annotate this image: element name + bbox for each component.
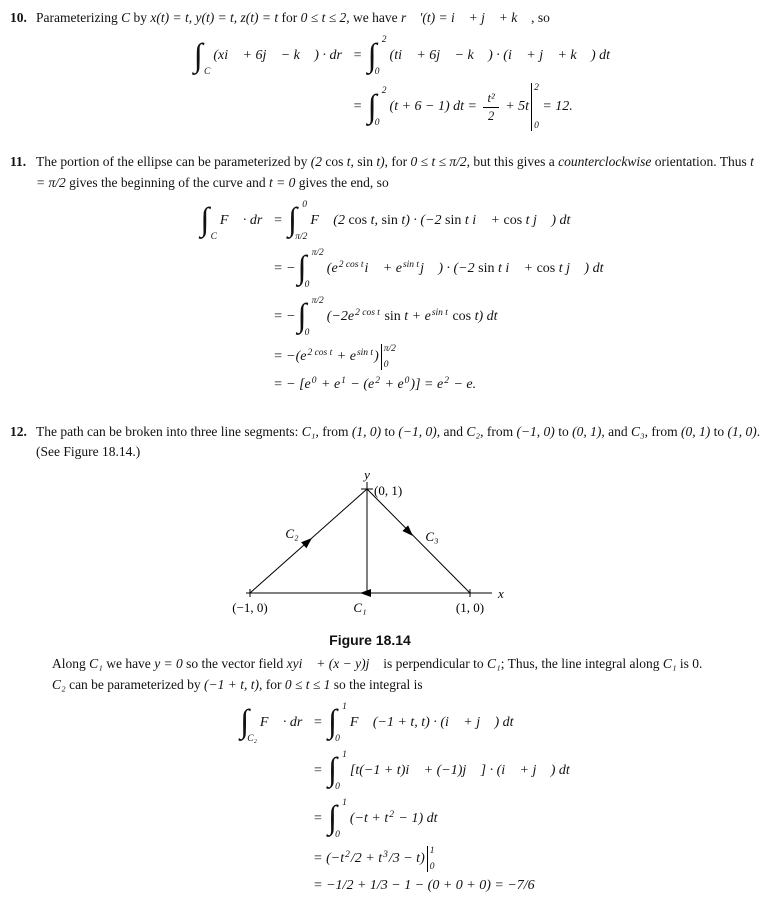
integral-sign: ∫ 0 π/2: [288, 199, 308, 242]
math-text: = (−t: [313, 850, 345, 866]
math-text: (−2e: [326, 308, 355, 324]
math-text: t = 0: [268, 174, 296, 190]
superscript: 2: [444, 375, 449, 386]
math-text: t + e: [400, 308, 431, 324]
math-text: F⃗ (2: [310, 212, 349, 228]
problem-12-statement: [36, 422, 766, 463]
math-text: C₁: [662, 656, 677, 672]
superscript: 0: [404, 375, 410, 386]
equation-rhs: [273, 293, 603, 341]
text: can be parameterized by: [65, 676, 204, 692]
text: sin: [445, 212, 462, 228]
integral-sign: ∫ π/2 0: [297, 295, 324, 338]
math-text: )] = e: [410, 376, 444, 392]
text: , we have: [346, 10, 401, 25]
text: , from: [480, 423, 517, 439]
equation-lhs: [198, 197, 273, 245]
equation-table: [192, 32, 610, 134]
equation-rhs: [273, 373, 603, 396]
equation-line: [198, 197, 603, 245]
math-text: y = 0: [154, 656, 183, 672]
integral-sign: ∫ 2 0: [367, 86, 387, 129]
math-text: C₁: [487, 656, 501, 672]
equation-lhs: [198, 341, 273, 373]
equation-line: [198, 293, 603, 341]
superscript: 1: [341, 375, 346, 386]
superscript: 2 cos t: [307, 347, 333, 358]
math-text: + e: [333, 348, 356, 364]
figure-caption: Figure 18.14: [329, 632, 411, 649]
text: by: [130, 10, 151, 25]
math-text: =: [313, 810, 327, 826]
segment-c3-line: [367, 489, 470, 593]
equation-table: [238, 699, 570, 897]
superscript: 3: [383, 849, 388, 860]
math-text: i⃗ + e: [364, 260, 402, 276]
superscript: 2: [389, 809, 394, 820]
equation-rhs: [273, 197, 603, 245]
fraction: $\frac{\text{t²}}{2}$: [483, 91, 498, 123]
text: sin: [478, 260, 495, 276]
text: we have: [102, 656, 155, 672]
text: cos: [503, 212, 523, 228]
math-text: =: [273, 212, 287, 228]
text: to: [554, 423, 573, 439]
equation-lhs: [238, 843, 313, 875]
text: ; Thus, the line integral along: [500, 656, 663, 672]
problem-12-discussion: [28, 654, 780, 897]
math-text: t = π/2: [36, 154, 754, 190]
superscript: 2 cos t: [355, 307, 380, 318]
vertex-1-0-label: (1, 0): [455, 600, 485, 616]
arrow-c1: [360, 589, 371, 597]
math-text: xyi⃗ + (x − y)j⃗: [286, 656, 380, 672]
superscript: 2: [375, 375, 380, 386]
evaluation-bar: 2 0: [531, 83, 539, 131]
equation-rhs: [353, 80, 610, 134]
triangle-path-diagram: [210, 468, 530, 620]
integral-sign: ∫ π/2 0: [297, 247, 324, 290]
math-text: = −: [273, 308, 296, 324]
math-text: 0 ≤ t ≤ 2: [300, 10, 347, 25]
text: sin: [357, 154, 374, 170]
equation-rhs: [313, 875, 570, 897]
superscript: 2 cos t: [338, 259, 364, 270]
math-text: ): [374, 348, 379, 364]
math-text: C₁: [301, 423, 316, 439]
math-text: t i⃗ +: [494, 260, 537, 276]
text: . (See Figure 18.14.): [36, 423, 761, 459]
superscript: 2: [345, 849, 350, 860]
integral-sign: ∫ C: [193, 37, 211, 78]
problem-12-number: 12.: [10, 423, 27, 439]
text: , so: [527, 10, 550, 25]
math-text: =: [352, 48, 366, 64]
equation-rhs: [313, 795, 570, 843]
equation-rhs: [273, 245, 603, 293]
math-text: =: [313, 714, 327, 730]
equation-line: [238, 843, 570, 875]
equation-lhs: [192, 80, 353, 134]
math-text: (e: [326, 260, 338, 276]
equation-lhs: [192, 32, 353, 80]
math-text: (ti⃗ + 6j⃗ − k⃗ ) · (i⃗ + j⃗ + k⃗ ) dt: [389, 48, 611, 64]
math-text: j⃗ ) · (−2: [420, 260, 479, 276]
math-text: /2 + t: [350, 850, 383, 866]
c2-label: C₂: [285, 526, 299, 542]
c2-parameterization: [28, 675, 780, 695]
equation-lhs: [238, 795, 313, 843]
problem-12: [0, 422, 780, 463]
vertex-minus1-0-label: (−1, 0): [232, 600, 268, 616]
text: is 0.: [676, 656, 703, 672]
text: , for: [258, 676, 285, 692]
text: to: [381, 423, 399, 439]
text: gives the beginning of the curve and: [65, 174, 269, 190]
evaluation-bar: 1 0: [427, 846, 435, 872]
math-text: t): [373, 154, 385, 170]
problem-11-number: 11.: [10, 154, 27, 170]
problem-11-statement: [36, 152, 766, 193]
math-text: t) · (−2: [397, 212, 446, 228]
math-text: (−t + t: [349, 810, 389, 826]
math-text: C: [121, 10, 131, 25]
c1-label: C₁: [353, 600, 367, 616]
superscript: 0: [311, 375, 317, 386]
problem-10-statement: [36, 8, 766, 28]
text: is perpendicular to: [379, 656, 488, 672]
text: Along: [52, 656, 90, 672]
math-text: (0, 1): [572, 423, 602, 439]
math-text: + e: [381, 376, 404, 392]
equation-line: [198, 373, 603, 396]
math-text: (1, 0): [351, 423, 382, 439]
text: gives the end, so: [295, 174, 389, 190]
equation-lhs: [238, 875, 313, 897]
text: cos: [325, 154, 344, 170]
integral-sign: ∫ C: [200, 202, 217, 242]
math-text: t,: [367, 212, 382, 228]
math-text: = 12.: [538, 99, 573, 115]
math-text: (t + 6 − 1) dt =: [389, 99, 481, 115]
x-axis-label: x: [498, 586, 504, 602]
math-text: t i⃗ +: [461, 212, 504, 228]
text: so the vector field: [182, 656, 287, 672]
text: The path can be broken into three line segments:: [36, 423, 302, 439]
text: , and: [436, 423, 467, 439]
math-text: C₂: [466, 423, 481, 439]
text: cos: [348, 212, 368, 228]
integral-sign: ∫ 1 0: [328, 749, 347, 792]
text: to: [710, 423, 728, 439]
equation-lhs: [238, 747, 313, 795]
text: Parameterizing: [36, 10, 122, 25]
text: cos: [452, 308, 472, 324]
math-text: = −1/2 + 1/3 − 1 − (0 + 0 + 0) = −7/6: [313, 877, 535, 893]
problem-10-equations: [36, 32, 766, 134]
math-text: t j⃗ ) dt: [522, 212, 571, 228]
math-text: /3 − t): [388, 850, 425, 866]
math-text: r⃗ ′(t) = i⃗ + j⃗ + k⃗: [400, 10, 528, 25]
math-text: C₃: [630, 423, 645, 439]
text: , but this gives a: [466, 154, 559, 170]
math-text: C₁: [89, 656, 103, 672]
equation-rhs: [353, 32, 610, 80]
math-text: − e.: [449, 376, 477, 392]
equation-rhs: [313, 699, 570, 747]
text: for: [278, 10, 301, 25]
math-text: F⃗ · dr⃗: [259, 714, 314, 730]
math-text: x(t) = t, y(t) = t, z(t) = t: [150, 10, 279, 25]
math-text: [t(−1 + t)i⃗ + (−1)j⃗ ] · (i⃗ + j⃗ ) dt: [349, 762, 570, 778]
math-text: =: [352, 99, 366, 115]
problem-11-equations: [36, 197, 766, 396]
math-text: (2: [310, 154, 326, 170]
text: The portion of the ellipse can be parameterized by: [36, 154, 311, 170]
math-text: (−1 + t, t): [204, 676, 259, 692]
math-text: = −(e: [273, 348, 307, 364]
text: , for: [384, 154, 411, 170]
text: so the integral is: [330, 676, 423, 692]
text: , from: [315, 423, 352, 439]
math-text: (0, 1): [681, 423, 711, 439]
c1-analysis: [28, 654, 780, 674]
text: orientation. Thus: [651, 154, 751, 170]
equation-line: [238, 747, 570, 795]
math-text: (−1, 0): [398, 423, 437, 439]
problem-10: [0, 8, 780, 140]
text: , from: [644, 423, 682, 439]
figure-18-14: [210, 468, 530, 648]
y-axis-label: y: [364, 468, 370, 483]
equation-rhs: [313, 843, 570, 875]
equation-lhs: [198, 245, 273, 293]
math-text: F⃗ · dr⃗: [219, 212, 274, 228]
math-text: + 5t: [501, 99, 530, 115]
math-text: 0 ≤ t ≤ 1: [284, 676, 331, 692]
text: cos: [536, 260, 556, 276]
math-text: (−1, 0): [516, 423, 555, 439]
math-text: t,: [343, 154, 358, 170]
math-text: t j⃗ ) dt: [555, 260, 604, 276]
integral-sign: ∫ 1 0: [328, 797, 347, 840]
equation-line: [198, 245, 603, 293]
equation-lhs: [238, 699, 313, 747]
integral-sign: ∫ 1 0: [328, 701, 347, 744]
math-text: = − [e: [273, 376, 311, 392]
evaluation-bar: π/2 0: [381, 344, 396, 370]
math-text: F⃗ (−1 + t, t) · (i⃗ + j⃗ ) dt: [349, 714, 514, 730]
text: sin: [381, 212, 398, 228]
math-text: + e: [317, 376, 341, 392]
problem-10-number: 10.: [10, 10, 27, 25]
math-text: − 1) dt: [395, 810, 438, 826]
problem-11: [0, 152, 780, 402]
text: sin: [384, 308, 401, 324]
superscript: sin t: [402, 259, 420, 270]
math-text: (xi⃗ + 6j⃗ − k⃗ ) · dr⃗: [213, 48, 353, 64]
c3-label: C₃: [425, 529, 439, 545]
equation-line: [192, 32, 610, 80]
math-text: counterclockwise: [558, 154, 652, 170]
equation-line: [198, 341, 603, 373]
equation-lhs: [198, 373, 273, 396]
equation-table: [198, 197, 603, 396]
integral-sign: ∫ C₂: [240, 704, 257, 744]
math-text: t) dt: [471, 308, 498, 324]
math-text: 0 ≤ t ≤ π/2: [410, 154, 467, 170]
vertex-0-1-label: (0, 1): [374, 483, 403, 499]
equation-line: [238, 875, 570, 897]
equation-rhs: [273, 341, 603, 373]
equation-line: [238, 699, 570, 747]
superscript: sin t: [431, 307, 448, 318]
integral-sign: ∫ 2 0: [367, 35, 387, 78]
equation-rhs: [313, 747, 570, 795]
math-text: (1, 0): [727, 423, 757, 439]
math-text: C₂: [52, 676, 66, 692]
math-text: =: [313, 762, 327, 778]
equation-lhs: [198, 293, 273, 341]
text: , and: [601, 423, 631, 439]
math-text: − (e: [346, 376, 375, 392]
math-text: = −: [273, 260, 296, 276]
problem-12-equations: [28, 699, 780, 897]
equation-line: [192, 80, 610, 134]
equation-line: [238, 795, 570, 843]
superscript: sin t: [356, 347, 374, 358]
